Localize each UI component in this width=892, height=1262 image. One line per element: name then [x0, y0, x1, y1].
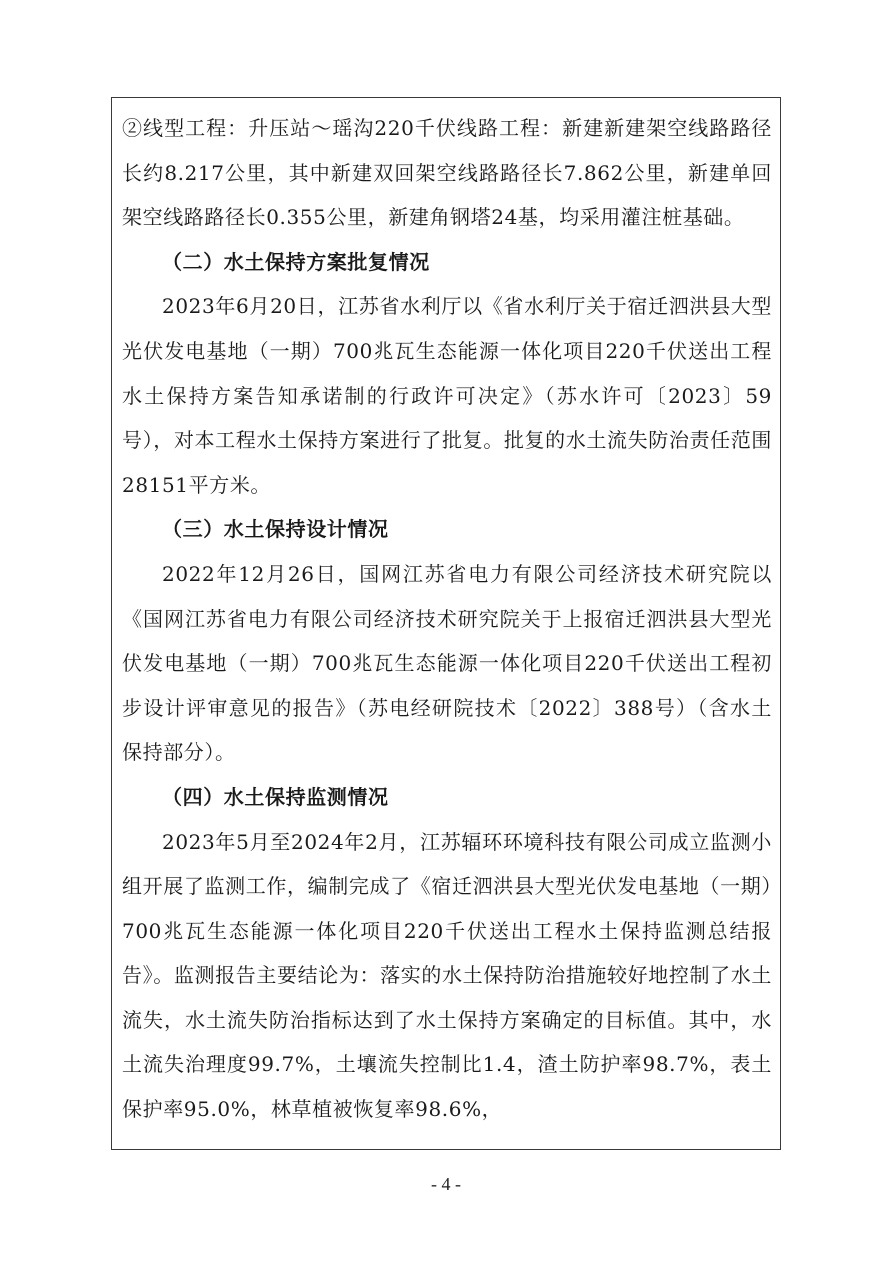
paragraph-design: 2022年12月26日，国网江苏省电力有限公司经济技术研究院以《国网江苏省电力有限公司经济技术研究院关于上报宿迁泗洪县大型光伏发电基地（一期）700兆瓦生态能源一体化项目220千伏送出工程初步设计评审意见的报告》（苏电经研院技术〔2022〕388号）（含水土保持部分）。	[122, 561, 772, 765]
heading-monitoring: （四）水土保持监测情况	[162, 784, 389, 809]
heading-design: （三）水土保持设计情况	[162, 517, 389, 542]
heading-plan-approval: （二）水土保持方案批复情况	[162, 249, 430, 274]
page-number: - 4 -	[431, 1174, 461, 1194]
paragraph-line-project: ②线型工程：升压站～瑶沟220千伏线路工程：新建新建架空线路路径长约8.217公里，其中新建双回架空线路路径长7.862公里，新建单回架空线路路径长0.355公里，新建角钢塔24基，均采用灌注桩基础。	[122, 116, 772, 230]
text-frame	[111, 97, 781, 1150]
paragraph-monitoring: 2023年5月至2024年2月，江苏辐环环境科技有限公司成立监测小组开展了监测工作，编制完成了《宿迁泗洪县大型光伏发电基地（一期）700兆瓦生态能源一体化项目220千伏送出工程水土保持监测总结报告》。监测报告主要结论为：落实的水土保持防治措施较好地控制了水土流失，水土流失防治指标达到了水土保持方案确定的目标值。其中，水土流失治理度99.7%，土壤流失控制比1.4，渣土防护率98.7%，表土保护率95.0%，林草植被恢复率98.6%，	[122, 829, 772, 1122]
document-content	[122, 106, 772, 1132]
paragraph-plan-approval: 2023年6月20日，江苏省水利厅以《省水利厅关于宿迁泗洪县大型光伏发电基地（一期）700兆瓦生态能源一体化项目220千伏送出工程水土保持方案告知承诺制的行政许可决定》（苏水许可〔2023〕59号），对本工程水土保持方案进行了批复。批复的水土流失防治责任范围28151平方米。	[122, 294, 772, 497]
